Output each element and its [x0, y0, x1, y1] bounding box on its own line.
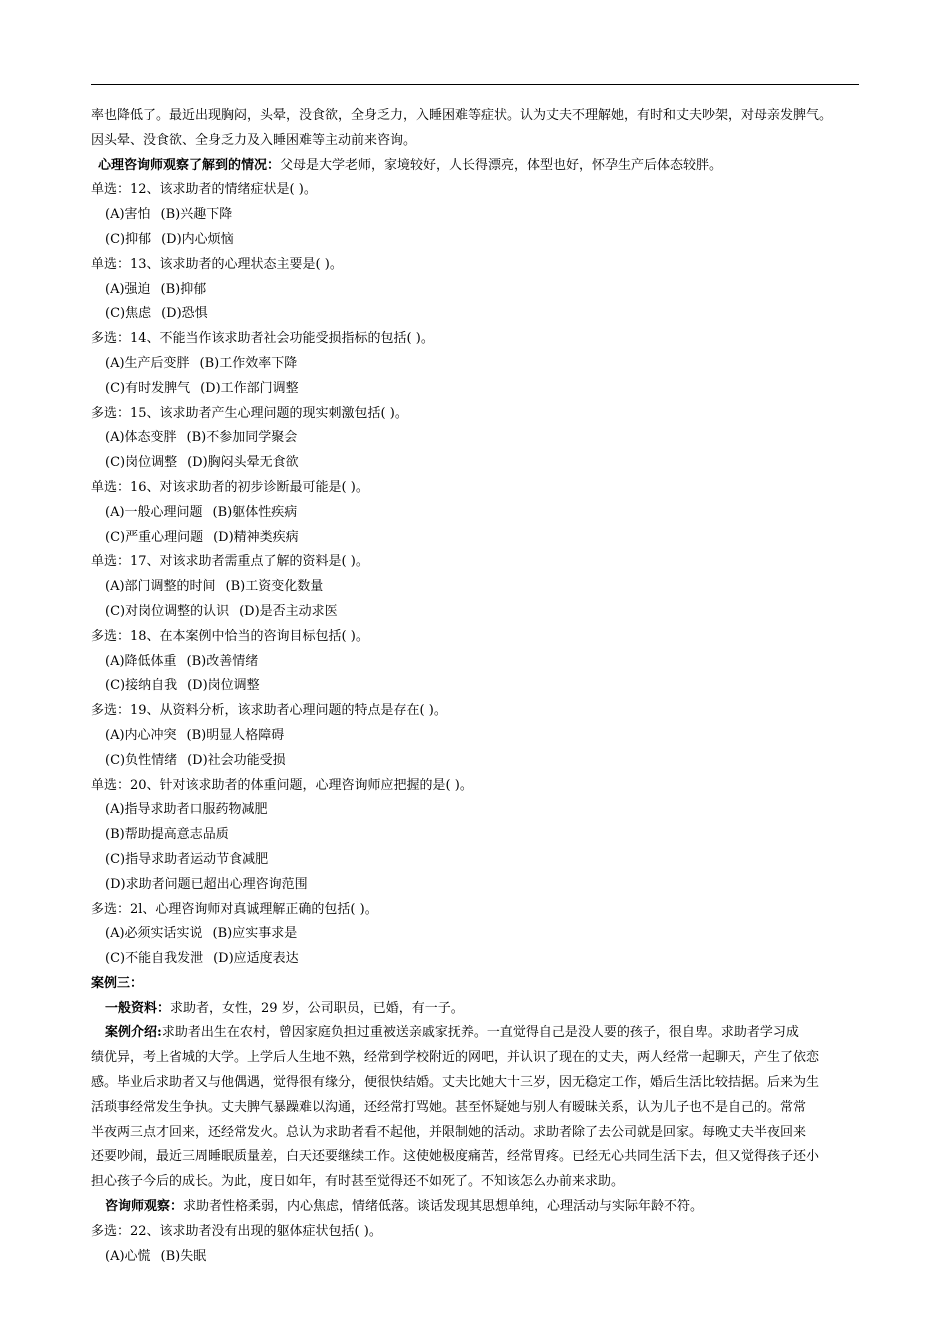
- option-row: [91, 922, 859, 947]
- option-row: [91, 228, 859, 253]
- answer-option[interactable]: (C)不能自我发泄: [105, 951, 204, 967]
- case3-question: [91, 1220, 859, 1270]
- answer-option[interactable]: (A)降低体重: [105, 653, 177, 669]
- answer-option[interactable]: (A)生产后变胖: [105, 355, 190, 371]
- answer-option[interactable]: (C)有时发脾气: [105, 380, 191, 396]
- document-body: [91, 104, 859, 1269]
- option-row: [91, 674, 859, 699]
- general-info-label: 一般资料：: [105, 1000, 171, 1016]
- question-stem: 单选：12、该求助者的情绪症状是( )。: [91, 182, 317, 198]
- counselor-observation-text: 求助者性格柔弱，内心焦虑，情绪低落。谈话发现其思想单纯，心理活动与实际年龄不符。: [183, 1199, 704, 1215]
- answer-option[interactable]: (C)抑郁: [105, 231, 152, 247]
- case-intro-line: [91, 1071, 859, 1096]
- case-intro-text: 活琐事经常发生争执。丈夫脾气暴躁难以沟通，还经常打骂她。甚至怀疑她与别人有暧昧关系，认为儿子也不是自己的。常常: [91, 1099, 807, 1115]
- header-rule: [91, 84, 859, 85]
- option-row: [91, 451, 859, 476]
- answer-option[interactable]: (C)严重心理问题: [105, 529, 204, 545]
- option-row: [91, 798, 859, 823]
- option-row: [91, 848, 859, 873]
- answer-option[interactable]: (D)求助者问题已超出心理咨询范围: [105, 876, 308, 892]
- answer-option[interactable]: (A)心慌: [105, 1248, 151, 1264]
- question-stem: 单选：16、对该求助者的初步诊断最可能是( )。: [91, 479, 369, 495]
- answer-option[interactable]: (B)失眠: [160, 1248, 207, 1264]
- case-intro-text: 求助者出生在农村，曾因家庭负担过重被送亲戚家抚养。一直觉得自己是没人要的孩子，很自卑。求助者学习成: [161, 1025, 799, 1041]
- question-stem: 多选：18、在本案例中恰当的咨询目标包括( )。: [91, 628, 369, 644]
- case-intro-line: [91, 1145, 859, 1170]
- answer-option[interactable]: (A)强迫: [105, 281, 151, 297]
- question-stem: 多选：2l、心理咨询师对真诚理解正确的包括( )。: [91, 901, 378, 917]
- option-row: [91, 278, 859, 303]
- question-stem: 多选：19、从资料分析，该求助者心理问题的特点是存在( )。: [91, 703, 447, 719]
- counselor-observation: [91, 1195, 859, 1220]
- answer-option[interactable]: (B)工资变化数量: [225, 579, 324, 595]
- answer-option[interactable]: (A)害怕: [105, 207, 151, 223]
- case-intro-text: 还要吵闹，最近三周睡眠质量差，白天还要继续工作。这使她极度痛苦，经常胃疼。已经无心共同生活下去，但又觉得孩子还小: [91, 1149, 820, 1165]
- observation-text: 父母是大学老师，家境较好，人长得漂亮，体型也好，怀孕生产后体态较胖。: [280, 157, 723, 173]
- answer-option[interactable]: (A)一般心理问题: [105, 504, 203, 520]
- answer-option[interactable]: (C)负性情绪: [105, 752, 178, 768]
- case-intro-line: [91, 1170, 859, 1195]
- answer-option[interactable]: (D)岗位调整: [187, 678, 260, 694]
- answer-option[interactable]: (D)精神类疾病: [213, 529, 299, 545]
- question-stem: 多选：14、不能当作该求助者社会功能受损指标的包括( )。: [91, 331, 434, 347]
- case-intro-text: 半夜两三点才回来，还经常发火。总认为求助者看不起他，并限制她的活动。求助者除了去公司就是回家。每晚丈夫半夜回来: [91, 1124, 807, 1140]
- question-stem: 多选：15、该求助者产生心理问题的现实刺激包括( )。: [91, 405, 408, 421]
- counselor-observation-label: 咨询师观察：: [105, 1199, 184, 1215]
- option-row: [91, 501, 859, 526]
- answer-option[interactable]: (B)兴趣下降: [160, 207, 233, 223]
- case-intro-text: 担心孩子今后的成长。为此，度日如年，有时甚至觉得还不如死了。不知该怎么办前来求助。: [91, 1174, 625, 1190]
- answer-option[interactable]: (B)明显人格障碍: [186, 727, 285, 743]
- answer-option[interactable]: (C)岗位调整: [105, 455, 178, 471]
- option-row: [91, 1245, 859, 1270]
- answer-option[interactable]: (B)应实事求是: [212, 926, 298, 942]
- option-row: [91, 426, 859, 451]
- question-list: [91, 178, 859, 972]
- general-info-text: 求助者，女性，29 岁，公司职员，已婚，有一子。: [170, 1000, 464, 1016]
- case-intro-label: 案例介绍:: [105, 1025, 162, 1041]
- option-row: [91, 873, 859, 898]
- observation-label: 心理咨询师观察了解到的情况：: [98, 157, 281, 173]
- answer-option[interactable]: (D)恐惧: [161, 306, 208, 322]
- answer-option[interactable]: (D)胸闷头晕无食欲: [187, 455, 299, 471]
- option-row: [91, 352, 859, 377]
- question-stem: 多选：22、该求助者没有出现的躯体症状包括( )。: [91, 1223, 382, 1239]
- answer-option[interactable]: (B)躯体性疾病: [212, 504, 298, 520]
- answer-option[interactable]: (C)焦虑: [105, 306, 152, 322]
- case3-general-info: [91, 997, 859, 1022]
- case-intro-text: 感。毕业后求助者又与他偶遇，觉得很有缘分，便很快结婚。丈夫比她大十三岁，因无稳定工作，婚后生活比较拮据。后来为生: [91, 1075, 820, 1091]
- answer-option[interactable]: (A)内心冲突: [105, 727, 177, 743]
- answer-option[interactable]: (A)体态变胖: [105, 430, 177, 446]
- question-stem: 单选：13、该求助者的心理状态主要是( )。: [91, 256, 343, 272]
- answer-option[interactable]: (B)改善情绪: [186, 653, 259, 669]
- answer-option[interactable]: (C)接纳自我: [105, 678, 178, 694]
- answer-option[interactable]: (B)工作效率下降: [199, 355, 298, 371]
- option-row: [91, 526, 859, 551]
- option-row: [91, 203, 859, 228]
- answer-option[interactable]: (A)指导求助者口服药物减肥: [105, 802, 268, 818]
- option-row: [91, 724, 859, 749]
- case3-introduction: [91, 1021, 859, 1195]
- case-intro-line: [91, 1046, 859, 1071]
- answer-option[interactable]: (B)不参加同学聚会: [186, 430, 298, 446]
- option-row: [91, 377, 859, 402]
- option-row: [91, 302, 859, 327]
- answer-option[interactable]: (A)部门调整的时间: [105, 579, 216, 595]
- option-row: [91, 650, 859, 675]
- answer-option[interactable]: (D)社会功能受损: [187, 752, 286, 768]
- case-intro-line: [91, 1096, 859, 1121]
- intro-line-1: 率也降低了。最近出现胸闷，头晕，没食欲，全身乏力，入睡困难等症状。认为丈夫不理解她，有时和丈夫吵架，对母亲发脾气。: [91, 108, 833, 123]
- option-row: [91, 823, 859, 848]
- option-row: [91, 600, 859, 625]
- answer-option[interactable]: (D)工作部门调整: [200, 380, 299, 396]
- question-stem: 单选：17、对该求助者需重点了解的资料是( )。: [91, 554, 369, 570]
- intro-line-2: 因头晕、没食欲、全身乏力及入睡困难等主动前来咨询。: [91, 132, 417, 148]
- answer-option[interactable]: (D)内心烦恼: [161, 231, 234, 247]
- observation-paragraph: [91, 154, 859, 179]
- option-row: [91, 575, 859, 600]
- answer-option[interactable]: (B)抑郁: [160, 281, 207, 297]
- option-row: [91, 749, 859, 774]
- case3-title: 案例三：: [91, 975, 144, 991]
- answer-option[interactable]: (D)是否主动求医: [239, 603, 338, 619]
- answer-option[interactable]: (D)应适度表达: [213, 951, 299, 967]
- option-row: [91, 947, 859, 972]
- case-intro-line: [91, 1021, 859, 1046]
- case-intro-line: [91, 1121, 859, 1146]
- case-intro-text: 绩优异，考上省城的大学。上学后人生地不熟，经常到学校附近的网吧，并认识了现在的丈夫，两人经常一起聊天，产生了依恋: [91, 1050, 820, 1066]
- answer-option[interactable]: (C)对岗位调整的认识: [105, 603, 230, 619]
- answer-option[interactable]: (C)指导求助者运动节食减肥: [105, 851, 269, 867]
- question-stem: 单选：20、针对该求助者的体重问题，心理咨询师应把握的是( )。: [91, 777, 473, 793]
- answer-option[interactable]: (B)帮助提高意志品质: [105, 827, 229, 843]
- answer-option[interactable]: (A)必须实话实说: [105, 926, 203, 942]
